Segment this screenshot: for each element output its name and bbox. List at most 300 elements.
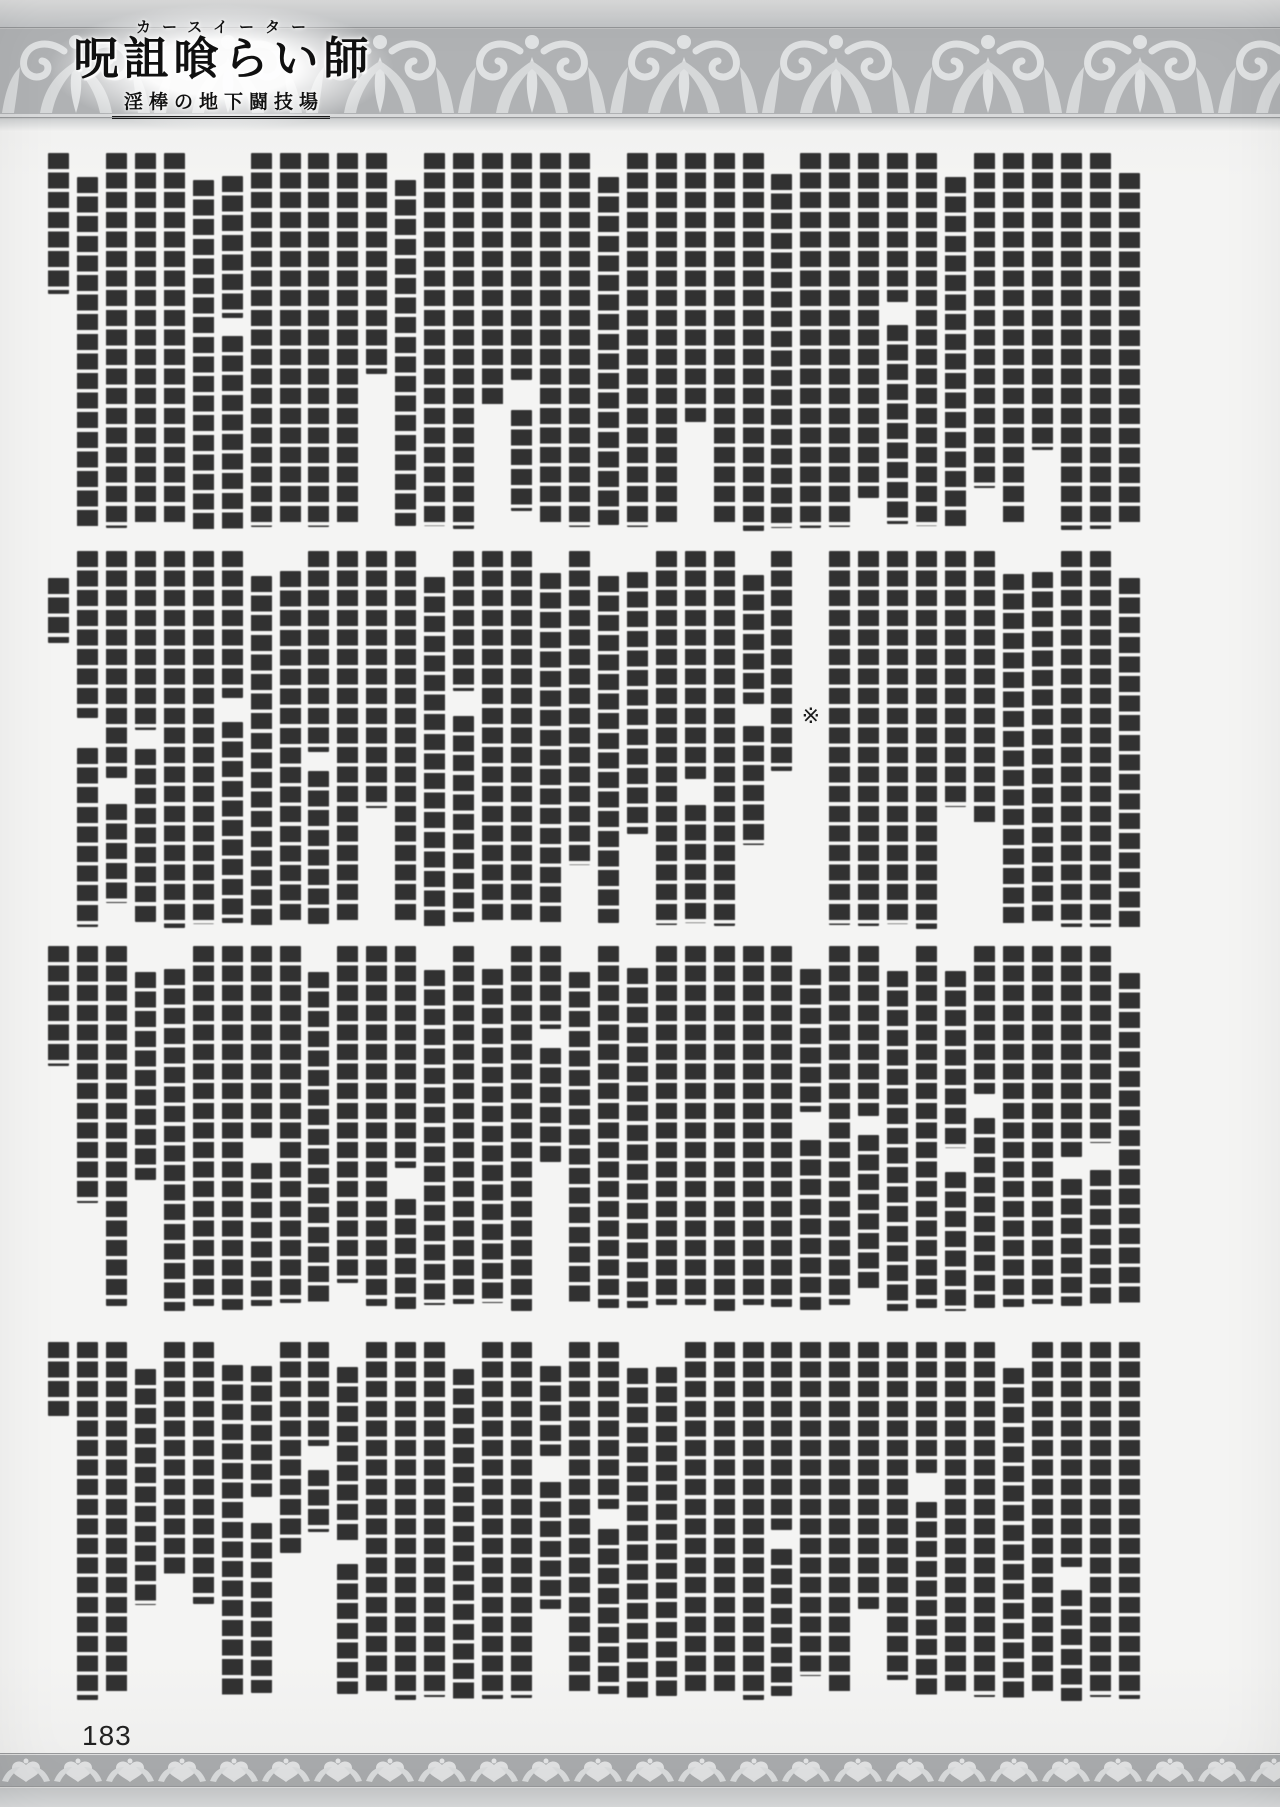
redacted-text-strip xyxy=(656,551,677,925)
redacted-text-column xyxy=(1061,551,1082,931)
redacted-text-strip xyxy=(222,551,243,698)
redacted-text-column xyxy=(511,551,532,931)
redacted-text-column xyxy=(77,153,98,533)
redacted-text-column xyxy=(771,551,792,931)
redacted-text-strip xyxy=(1061,1179,1082,1307)
redacted-text-strip xyxy=(251,576,272,926)
redacted-text-strip xyxy=(222,176,243,318)
redacted-text-strip xyxy=(1090,153,1111,529)
redacted-text-column xyxy=(685,153,706,533)
redacted-text-strip xyxy=(222,336,243,529)
redacted-text-strip xyxy=(540,153,561,525)
redacted-text-strip xyxy=(1090,551,1111,927)
redacted-text-column xyxy=(945,946,966,1313)
redacted-text-strip xyxy=(916,1502,937,1695)
redacted-text-column xyxy=(829,153,850,533)
redacted-text-strip xyxy=(511,410,532,512)
redacted-text-column xyxy=(656,551,677,931)
redacted-text-column xyxy=(685,551,706,931)
redacted-text-column xyxy=(106,153,127,533)
redacted-text-column xyxy=(656,946,677,1313)
redacted-text-strip xyxy=(280,1342,301,1553)
redacted-text-column xyxy=(714,946,735,1313)
redacted-text-column xyxy=(164,153,185,533)
reference-mark: ※ xyxy=(801,703,821,728)
redacted-text-column xyxy=(511,1342,532,1703)
redacted-text-column xyxy=(193,1342,214,1703)
redacted-text-strip xyxy=(482,551,503,923)
redacted-text-strip xyxy=(453,946,474,1304)
redacted-text-strip xyxy=(829,946,850,1305)
redacted-text-strip xyxy=(106,946,127,1306)
redacted-text-column xyxy=(800,153,821,533)
redacted-text-column xyxy=(743,551,764,931)
redacted-text-strip xyxy=(482,969,503,1303)
redacted-text-strip xyxy=(540,1482,561,1609)
redacted-text-column xyxy=(916,946,937,1313)
redacted-text-strip xyxy=(337,1564,358,1695)
redacted-text-strip xyxy=(945,177,966,530)
redacted-text-strip xyxy=(48,153,69,294)
redacted-text-column xyxy=(1003,153,1024,533)
redacted-text-strip xyxy=(974,153,995,488)
redacted-text-column xyxy=(222,1342,243,1703)
redacted-text-strip xyxy=(280,571,301,924)
redacted-text-strip xyxy=(771,551,792,771)
redacted-text-strip xyxy=(656,946,677,1305)
redacted-text-column xyxy=(424,946,445,1313)
redacted-text-column xyxy=(77,551,98,931)
redacted-text-strip xyxy=(222,1365,243,1696)
redacted-text-column xyxy=(656,1342,677,1703)
redacted-text-strip xyxy=(193,551,214,924)
redacted-text-column xyxy=(222,946,243,1313)
redacted-text-column xyxy=(453,153,474,533)
redacted-text-strip xyxy=(771,1342,792,1530)
redacted-text-strip xyxy=(916,1342,937,1473)
redacted-text-column xyxy=(743,153,764,533)
redacted-text-strip xyxy=(1032,1342,1053,1694)
redacted-text-column xyxy=(337,551,358,931)
redacted-text-strip xyxy=(308,153,329,527)
redacted-text-column xyxy=(251,946,272,1313)
redacted-text-column xyxy=(337,153,358,533)
redacted-text-column xyxy=(48,551,69,931)
redacted-text-column xyxy=(280,1342,301,1703)
redacted-text-column xyxy=(77,946,98,1313)
redacted-text-column xyxy=(829,551,850,931)
redacted-text-column xyxy=(164,946,185,1313)
redacted-text-strip xyxy=(714,1342,735,1695)
redacted-text-strip xyxy=(482,1342,503,1699)
redacted-text-column xyxy=(540,1342,561,1703)
story-title-ruby: カースイーター xyxy=(136,20,317,36)
redacted-text-column xyxy=(858,946,879,1313)
redacted-text-column xyxy=(540,946,561,1313)
redacted-text-column xyxy=(222,153,243,533)
redacted-text-column xyxy=(829,946,850,1313)
redacted-text-column xyxy=(916,153,937,533)
redacted-text-strip xyxy=(164,153,185,525)
redacted-text-strip xyxy=(887,551,908,924)
redacted-text-column xyxy=(511,153,532,533)
redacted-text-strip xyxy=(1032,153,1053,450)
redacted-text-column xyxy=(482,153,503,533)
redacted-text-strip xyxy=(1061,1342,1082,1567)
redacted-text-strip xyxy=(598,1342,619,1509)
redacted-text-strip xyxy=(685,1342,706,1693)
redacted-text-strip xyxy=(1061,946,1082,1157)
redacted-text-strip xyxy=(800,969,821,1112)
redacted-text-strip xyxy=(945,971,966,1148)
redacted-text-strip xyxy=(193,180,214,531)
redacted-text-strip xyxy=(598,576,619,923)
redacted-text-strip xyxy=(511,153,532,380)
redacted-text-strip xyxy=(77,177,98,530)
redacted-text-column xyxy=(251,551,272,931)
page-number: 183 xyxy=(82,1720,132,1751)
redacted-text-strip xyxy=(656,1367,677,1696)
redacted-text-column xyxy=(598,946,619,1313)
redacted-text-column xyxy=(453,551,474,931)
redacted-text-column xyxy=(569,946,590,1313)
redacted-text-strip xyxy=(453,716,474,921)
redacted-text-column xyxy=(453,946,474,1313)
redacted-text-column xyxy=(482,1342,503,1703)
redacted-text-column xyxy=(222,551,243,931)
redacted-text-strip xyxy=(308,771,329,923)
redacted-text-strip xyxy=(858,1342,879,1609)
redacted-text-strip xyxy=(511,1342,532,1698)
redacted-text-column xyxy=(164,551,185,931)
redacted-text-column xyxy=(714,551,735,931)
redacted-text-column xyxy=(48,1342,69,1703)
redacted-text-strip xyxy=(308,1342,329,1446)
redacted-text-column xyxy=(945,153,966,533)
redacted-text-column xyxy=(1119,551,1140,931)
redacted-text-column xyxy=(106,946,127,1313)
redacted-text-column xyxy=(598,1342,619,1703)
redacted-text-strip xyxy=(48,946,69,1066)
redacted-text-column xyxy=(1119,946,1140,1313)
redacted-text-strip xyxy=(714,946,735,1311)
redacted-text-strip xyxy=(222,722,243,923)
redacted-text-strip xyxy=(974,1118,995,1308)
redacted-text-column xyxy=(598,153,619,533)
redacted-text-column xyxy=(106,1342,127,1703)
redacted-text-column xyxy=(251,1342,272,1703)
redacted-text-column xyxy=(1119,1342,1140,1703)
redacted-text-strip xyxy=(887,325,908,524)
redacted-text-column xyxy=(569,1342,590,1703)
redacted-text-column xyxy=(424,1342,445,1703)
redacted-text-column xyxy=(714,153,735,533)
story-title-block xyxy=(56,16,386,119)
redacted-text-strip xyxy=(251,1163,272,1306)
redacted-text-strip xyxy=(945,1172,966,1311)
redacted-text-column xyxy=(771,946,792,1313)
redacted-text-column xyxy=(1090,551,1111,931)
redacted-text-strip xyxy=(1003,1368,1024,1698)
redacted-text-strip xyxy=(337,551,358,922)
redacted-text-strip xyxy=(280,153,301,524)
redacted-text-column xyxy=(800,946,821,1313)
redacted-text-column xyxy=(916,551,937,931)
redacted-text-strip xyxy=(135,153,156,525)
redacted-text-column xyxy=(887,1342,908,1703)
redacted-text-column xyxy=(482,946,503,1313)
redacted-text-column xyxy=(627,946,648,1313)
redacted-text-column xyxy=(887,946,908,1313)
redacted-text-strip xyxy=(540,573,561,923)
redacted-text-column xyxy=(1090,1342,1111,1703)
redacted-text-strip xyxy=(48,578,69,643)
redacted-text-column xyxy=(366,946,387,1313)
redacted-text-strip xyxy=(251,153,272,527)
scene-break-column xyxy=(800,551,821,931)
redacted-text-strip xyxy=(598,946,619,1308)
redacted-text-column xyxy=(366,153,387,533)
redacted-text-strip xyxy=(916,153,937,526)
redacted-text-column xyxy=(540,153,561,533)
redacted-text-strip xyxy=(395,180,416,526)
redacted-text-column xyxy=(395,946,416,1313)
redacted-text-strip xyxy=(280,946,301,1303)
text-row-1 xyxy=(48,153,1140,533)
redacted-text-strip xyxy=(164,1342,185,1574)
redacted-text-strip xyxy=(743,946,764,1305)
redacted-text-strip xyxy=(106,153,127,528)
redacted-text-column xyxy=(771,153,792,533)
redacted-text-strip xyxy=(77,748,98,927)
redacted-text-column xyxy=(1061,153,1082,533)
redacted-text-strip xyxy=(337,1367,358,1543)
redacted-text-column xyxy=(945,1342,966,1703)
redacted-text-column xyxy=(598,551,619,931)
redacted-text-strip xyxy=(598,177,619,525)
redacted-text-strip xyxy=(771,1549,792,1695)
redacted-text-column xyxy=(714,1342,735,1703)
redacted-text-strip xyxy=(627,153,648,527)
redacted-text-strip xyxy=(193,946,214,1306)
redacted-text-column xyxy=(569,551,590,931)
redacted-text-strip xyxy=(771,946,792,1307)
redacted-text-strip xyxy=(164,551,185,928)
redacted-text-strip xyxy=(424,970,445,1305)
redacted-text-strip xyxy=(1119,973,1140,1304)
redacted-text-strip xyxy=(656,153,677,524)
redacted-text-strip xyxy=(569,972,590,1303)
redacted-text-column xyxy=(1003,1342,1024,1703)
text-row-3 xyxy=(48,946,1140,1313)
redacted-text-strip xyxy=(1003,574,1024,925)
redacted-text-strip xyxy=(77,946,98,1203)
redacted-text-strip xyxy=(685,946,706,1305)
redacted-text-strip xyxy=(743,575,764,704)
redacted-text-strip xyxy=(540,946,561,1029)
redacted-text-strip xyxy=(569,1342,590,1695)
redacted-text-column xyxy=(1090,153,1111,533)
redacted-text-strip xyxy=(714,153,735,524)
redacted-text-strip xyxy=(135,551,156,730)
redacted-text-column xyxy=(106,551,127,931)
redacted-text-strip xyxy=(366,153,387,374)
redacted-text-strip xyxy=(222,946,243,1310)
redacted-text-column xyxy=(251,153,272,533)
redacted-text-strip xyxy=(395,1342,416,1700)
redacted-text-strip xyxy=(135,749,156,922)
redacted-text-strip xyxy=(77,551,98,718)
redacted-text-strip xyxy=(945,1342,966,1695)
redacted-text-strip xyxy=(251,1523,272,1693)
redacted-text-strip xyxy=(1032,946,1053,1304)
redacted-text-column xyxy=(1003,551,1024,931)
redacted-text-column xyxy=(627,153,648,533)
redacted-text-strip xyxy=(453,1369,474,1699)
redacted-text-strip xyxy=(1003,946,1024,1307)
redacted-text-strip xyxy=(337,946,358,1283)
redacted-text-column xyxy=(858,153,879,533)
redacted-text-strip xyxy=(308,1470,329,1532)
redacted-text-strip xyxy=(1061,153,1082,530)
redacted-text-strip xyxy=(887,971,908,1311)
redacted-text-strip xyxy=(395,1199,416,1309)
redacted-text-column xyxy=(193,946,214,1313)
redacted-text-strip xyxy=(800,1140,821,1311)
redacted-text-column xyxy=(1119,153,1140,533)
redacted-text-strip xyxy=(251,1366,272,1497)
redacted-text-strip xyxy=(164,969,185,1311)
redacted-text-strip xyxy=(858,1135,879,1292)
redacted-text-strip xyxy=(685,805,706,923)
redacted-text-strip xyxy=(858,551,879,926)
redacted-text-strip xyxy=(771,174,792,528)
redacted-text-column xyxy=(280,946,301,1313)
redacted-text-strip xyxy=(598,1529,619,1694)
text-row-4 xyxy=(48,1342,1140,1703)
redacted-text-column xyxy=(743,946,764,1313)
redacted-text-strip xyxy=(395,551,416,921)
redacted-text-strip xyxy=(1090,1342,1111,1697)
redacted-text-column xyxy=(627,551,648,931)
redacted-text-strip xyxy=(1061,551,1082,927)
redacted-text-strip xyxy=(743,153,764,531)
redacted-text-strip xyxy=(743,726,764,845)
redacted-text-strip xyxy=(424,577,445,928)
redacted-text-column xyxy=(511,946,532,1313)
redacted-text-strip xyxy=(511,946,532,1311)
redacted-text-column xyxy=(540,551,561,931)
redacted-text-column xyxy=(337,1342,358,1703)
redacted-text-column xyxy=(453,1342,474,1703)
redacted-text-column xyxy=(280,153,301,533)
redacted-text-strip xyxy=(251,946,272,1138)
redacted-text-strip xyxy=(685,153,706,422)
text-row-2 xyxy=(48,551,1140,931)
redacted-text-strip xyxy=(308,551,329,752)
redacted-text-column xyxy=(887,153,908,533)
redacted-text-column xyxy=(337,946,358,1313)
redacted-text-column xyxy=(656,153,677,533)
redacted-text-column xyxy=(77,1342,98,1703)
redacted-text-column xyxy=(193,551,214,931)
redacted-text-strip xyxy=(685,551,706,779)
redacted-text-strip xyxy=(1119,173,1140,525)
redacted-text-strip xyxy=(540,1366,561,1456)
redacted-text-column xyxy=(308,153,329,533)
redacted-text-strip xyxy=(800,153,821,528)
redacted-text-strip xyxy=(366,946,387,1306)
redacted-text-strip xyxy=(1090,1170,1111,1306)
redacted-text-strip xyxy=(482,153,503,407)
redacted-text-column xyxy=(395,153,416,533)
redacted-text-column xyxy=(280,551,301,931)
redacted-text-strip xyxy=(453,551,474,691)
story-title: 呪詛喰らい師 xyxy=(73,34,374,84)
redacted-text-strip xyxy=(974,946,995,1094)
story-subtitle: 淫棒の地下闘技場 xyxy=(112,86,330,119)
redacted-text-strip xyxy=(714,551,735,926)
redacted-text-column xyxy=(887,551,908,931)
redacted-text-strip xyxy=(627,1368,648,1698)
redacted-text-column xyxy=(685,946,706,1313)
redacted-text-column xyxy=(424,551,445,931)
redacted-text-strip xyxy=(135,1369,156,1605)
redacted-text-strip xyxy=(858,153,879,498)
redacted-text-column xyxy=(135,1342,156,1703)
redacted-text-strip xyxy=(1119,578,1140,928)
bottom-ornament-border xyxy=(0,1752,1280,1807)
redacted-text-column xyxy=(135,153,156,533)
redacted-text-column xyxy=(135,551,156,931)
redacted-text-column xyxy=(1061,1342,1082,1703)
redacted-text-strip xyxy=(569,551,590,865)
redacted-text-column xyxy=(1032,551,1053,931)
redacted-text-strip xyxy=(135,972,156,1180)
redacted-text-column xyxy=(800,1342,821,1703)
redacted-text-strip xyxy=(887,1342,908,1680)
redacted-text-strip xyxy=(1032,572,1053,922)
redacted-text-strip xyxy=(193,1342,214,1604)
redacted-text-strip xyxy=(829,551,850,925)
redacted-text-column xyxy=(829,1342,850,1703)
redacted-text-strip xyxy=(308,972,329,1304)
redacted-text-strip xyxy=(106,551,127,778)
redacted-text-strip xyxy=(106,1342,127,1694)
redacted-text-strip xyxy=(945,551,966,807)
redacted-text-column xyxy=(1032,1342,1053,1703)
redacted-text-strip xyxy=(453,153,474,529)
redacted-text-column xyxy=(771,1342,792,1703)
redacted-text-column xyxy=(627,1342,648,1703)
redacted-text-strip xyxy=(106,804,127,903)
redacted-text-strip xyxy=(858,946,879,1116)
redacted-text-column xyxy=(974,1342,995,1703)
redacted-text-column xyxy=(366,1342,387,1703)
redacted-text-strip xyxy=(627,572,648,834)
redacted-text-column xyxy=(395,1342,416,1703)
redacted-text-strip xyxy=(974,1342,995,1697)
redacted-text-column xyxy=(1090,946,1111,1313)
redacted-text-strip xyxy=(743,1342,764,1700)
redacted-text-strip xyxy=(540,1048,561,1162)
redacted-text-strip xyxy=(77,1342,98,1700)
redacted-text-column xyxy=(395,551,416,931)
redacted-text-strip xyxy=(424,1342,445,1697)
redacted-text-column xyxy=(424,153,445,533)
redacted-text-column xyxy=(858,551,879,931)
redacted-text-column xyxy=(1061,946,1082,1313)
